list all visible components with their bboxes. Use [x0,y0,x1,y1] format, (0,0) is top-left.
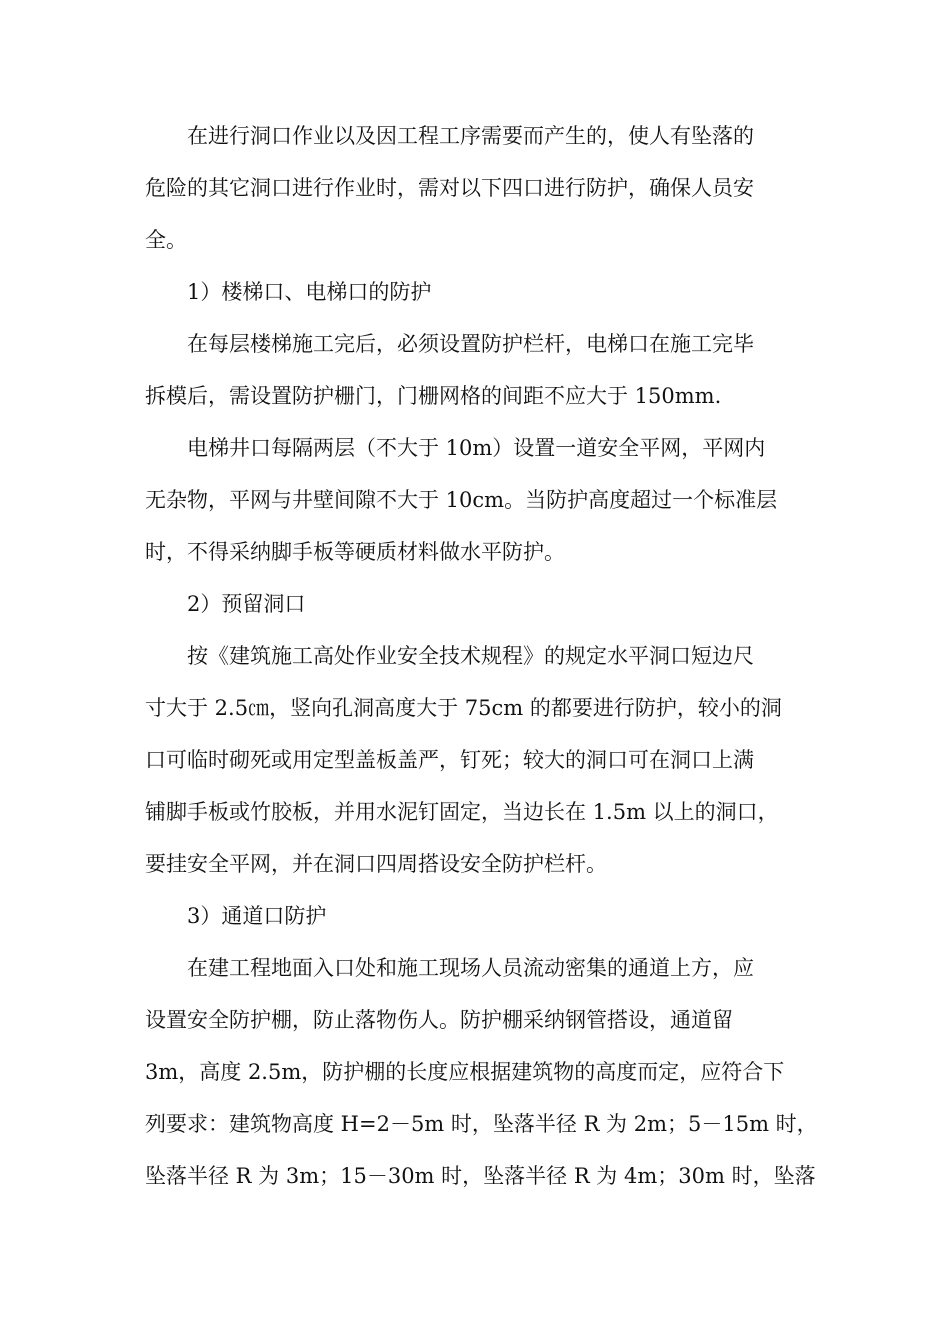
text-line: 在每层楼梯施工完后，必须设置防护栏杆，电梯口在施工完毕 [187,332,754,356]
text-line: 危险的其它洞口进行作业时，需对以下四口进行防护，确保人员安 [145,176,754,200]
text-line: 铺脚手板或竹胶板，并用水泥钉固定，当边长在 1.5m 以上的洞口， [145,800,779,824]
section-heading: 1）楼梯口、电梯口的防护 [187,280,432,304]
document-body [145,110,818,1202]
text-line: 拆模后，需设置防护栅门，门栅网格的间距不应大于 150mm. [145,384,722,408]
section-heading: 3）通道口防护 [187,904,327,928]
text-line: 坠落半径 R 为 3m；15－30m 时，坠落半径 R 为 4m；30m 时，坠落 [145,1164,816,1188]
text-line: 电梯井口每隔两层（不大于 10m）设置一道安全平网，平网内 [187,436,766,460]
text-line: 设置安全防护棚，防止落物伤人。防护棚采纳钢管搭设，通道留 [145,1008,733,1032]
text-line: 在进行洞口作业以及因工程工序需要而产生的，使人有坠落的 [187,124,754,148]
text-line: 按《建筑施工高处作业安全技术规程》的规定水平洞口短边尺 [187,644,754,668]
text-line: 时，不得采纳脚手板等硬质材料做水平防护。 [145,540,565,564]
text-line: 寸大于 2.5㎝，竖向孔洞高度大于 75cm 的都要进行防护，较小的洞 [145,696,782,720]
text-line: 3m，高度 2.5m，防护棚的长度应根据建筑物的高度而定，应符合下 [145,1060,785,1084]
text-line: 列要求：建筑物高度 H=2－5m 时，坠落半径 R 为 2m；5－15m 时， [145,1112,818,1136]
text-line: 全。 [145,228,187,252]
section-heading: 2）预留洞口 [187,592,306,616]
text-line: 要挂安全平网，并在洞口四周搭设安全防护栏杆。 [145,852,607,876]
text-line: 在建工程地面入口处和施工现场人员流动密集的通道上方，应 [187,956,754,980]
text-line: 口可临时砌死或用定型盖板盖严，钉死；较大的洞口可在洞口上满 [145,748,754,772]
text-line: 无杂物，平网与井壁间隙不大于 10cm。当防护高度超过一个标准层 [145,488,778,512]
